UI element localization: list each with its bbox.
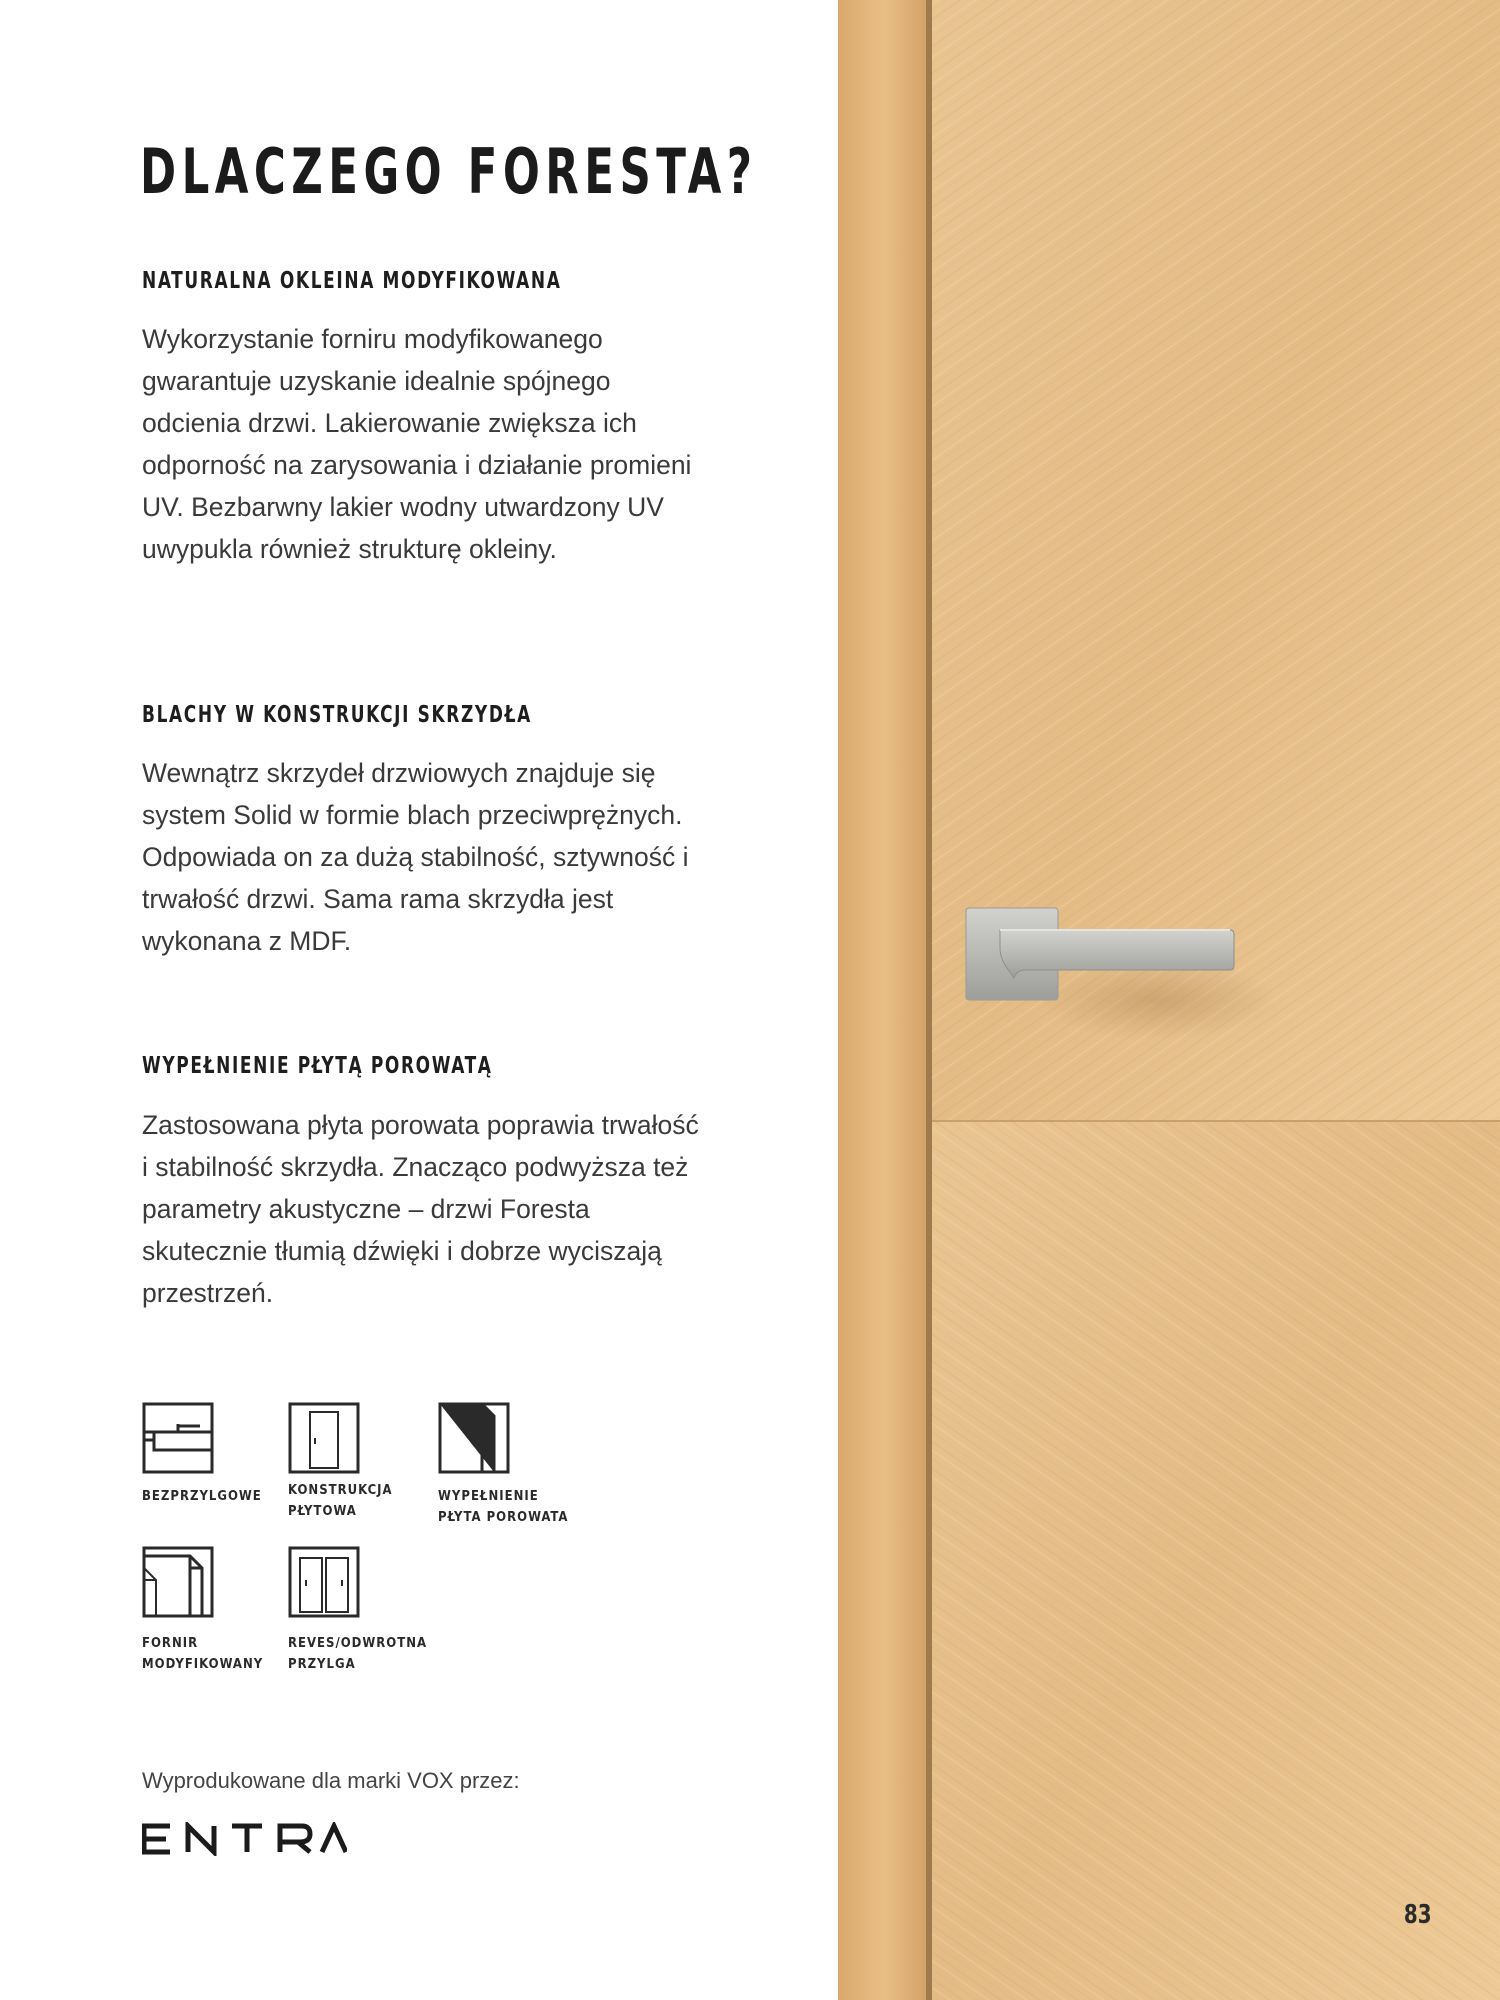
feature-label-panel: KONSTRUKCJA PŁYTOWA	[288, 1483, 393, 1519]
page-title: DLACZEGO FORESTA?	[140, 135, 758, 208]
section-body-sheets: Wewnątrz skrzydeł drzwiowych znajduje się system Solid w formie blach przeciwprężnych. Odpowiada on za dużą stabilność, sztywność i trwałość drzwi. Sama rama skrzydła jest wykonana z MDF.	[142, 758, 689, 956]
section-heading-sheets: BLACHY W KONSTRUKCJI SKRZYDŁA	[142, 702, 532, 728]
door-frame	[838, 0, 930, 2000]
door-photo	[838, 0, 1500, 2000]
section-body-veneer: Wykorzystanie forniru modyfikowanego gwarantuje uzyskanie idealnie spójnego odcienia drzwi. Lakierowanie zwiększa ich odporność na zarysowania i działanie promieni UV. Bezbarwny lakier wodny utwardzony UV uwypukla również strukturę okleiny.	[142, 324, 692, 564]
section-heading-filling: WYPEŁNIENIE PŁYTĄ POROWATĄ	[142, 1053, 493, 1079]
feature-label-flush: BEZPRZYLGOWE	[142, 1489, 262, 1504]
section-body-filling: Zastosowana płyta porowata poprawia trwałość i stabilność skrzydła. Znacząco podwyższa też parametry akustyczne – drzwi Foresta skutecznie tłumią dźwięki i dobrze wyciszają przestrzeń.	[142, 1110, 699, 1308]
flush-door-icon	[142, 1402, 214, 1474]
reverse-door-icon	[288, 1546, 360, 1618]
feature-label-porous: WYPEŁNIENIE PŁYTA POROWATA	[438, 1489, 569, 1525]
feature-label-reverse: REVES/ODWROTNA PRZYLGA	[288, 1636, 428, 1672]
entra-logo	[142, 1822, 347, 1856]
veneer-frame-icon	[142, 1546, 214, 1618]
page-number: 83	[1404, 1900, 1432, 1930]
section-heading-veneer: NATURALNA OKLEINA MODYFIKOWANA	[142, 268, 562, 294]
feature-label-veneer: FORNIR MODYFIKOWANY	[142, 1636, 264, 1672]
porous-board-icon	[438, 1402, 510, 1474]
produced-by-text: Wyprodukowane dla marki VOX przez:	[142, 1768, 520, 1793]
panel-construction-icon	[288, 1402, 360, 1474]
